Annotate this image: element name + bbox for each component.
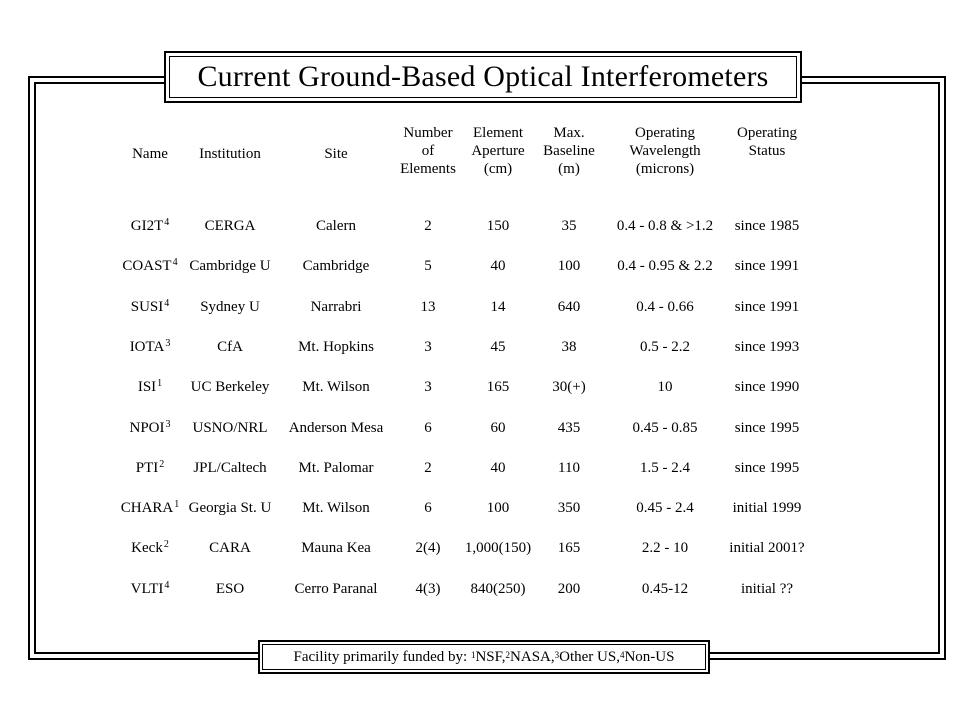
column-header-line: Name (132, 146, 168, 162)
column-header-line: (m) (558, 161, 580, 177)
cell-institution: Cambridge U (189, 258, 271, 275)
cell-status: since 1993 (734, 338, 800, 355)
funding-superscript: 3 (165, 337, 171, 349)
cell-status: since 1991 (734, 298, 800, 315)
cell-aperture: 100 (486, 500, 510, 517)
cell-elements: 3 (424, 338, 432, 355)
funding-superscript: 4 (164, 217, 170, 228)
cell-wavelength: 0.4 - 0.66 (636, 298, 694, 315)
facility-name: VLTI (130, 580, 164, 597)
column-header-line: (cm) (483, 161, 513, 177)
column-header-line: Site (324, 146, 348, 162)
table-row (0, 339, 960, 359)
cell-institution: ESO (215, 580, 245, 597)
cell-aperture: 1,000(150) (464, 540, 532, 557)
footer-label-4: Non-US (624, 648, 675, 665)
column-header-line: Max. (553, 125, 585, 141)
cell-wavelength: 10 (657, 379, 673, 396)
cell-elements: 5 (424, 258, 432, 275)
cell-site: Cambridge (302, 258, 370, 275)
cell-institution: USNO/NRL (192, 419, 268, 436)
cell-institution: CERGA (204, 218, 256, 234)
cell-aperture: 40 (490, 258, 506, 275)
funding-superscript: 2 (163, 539, 169, 551)
column-header-site (324, 145, 347, 163)
title-box (164, 51, 802, 103)
cell-institution: UC Berkeley (190, 379, 270, 396)
column-header-line: Operating (737, 125, 797, 141)
table-row (0, 299, 960, 319)
table-row (0, 218, 960, 238)
column-header-line: of (421, 143, 435, 159)
cell-status: initial ?? (740, 580, 794, 597)
cell-wavelength: 1.5 - 2.4 (640, 459, 690, 476)
footer-label-1: NSF, (475, 648, 506, 665)
cell-site: Mt. Wilson (302, 379, 370, 396)
cell-name (138, 379, 162, 396)
cell-status: initial 2001? (729, 540, 805, 557)
cell-name (131, 299, 170, 316)
footer-sup-1: 1 (470, 650, 476, 660)
table-row (0, 540, 960, 560)
cell-name (131, 218, 170, 235)
cell-baseline: 640 (557, 298, 581, 315)
cell-wavelength: 0.45-12 (641, 580, 689, 597)
column-header-line: Status (748, 143, 786, 159)
table-row (0, 581, 960, 601)
table-row (0, 500, 960, 520)
facility-name: CHARA (120, 500, 174, 517)
cell-elements: 6 (424, 500, 432, 517)
footer-note (258, 640, 710, 674)
cell-baseline: 200 (557, 580, 581, 597)
cell-institution: CARA (209, 540, 251, 557)
table-row (0, 460, 960, 480)
cell-aperture: 840(250) (470, 580, 526, 597)
footer-prefix: Facility primarily funded by: (293, 648, 468, 665)
table-row (0, 420, 960, 440)
cell-elements: 2(4) (415, 540, 441, 557)
funding-superscript: 4 (164, 297, 170, 309)
cell-site: Mt. Hopkins (298, 338, 374, 355)
cell-elements: 13 (420, 298, 436, 315)
column-header-line: Aperture (471, 143, 525, 159)
column-header-line: Element (473, 125, 523, 141)
cell-baseline: 110 (558, 459, 580, 476)
column-header-line: (microns) (635, 161, 695, 177)
cell-institution: CfA (217, 338, 243, 355)
column-header-elements (400, 124, 456, 178)
footer-label-2: NASA, (510, 648, 555, 665)
footer-sup-3: 3 (554, 650, 560, 660)
cell-wavelength: 0.5 - 2.2 (640, 338, 690, 355)
cell-name (131, 581, 170, 598)
column-header-status (737, 124, 797, 160)
cell-baseline: 38 (561, 338, 577, 355)
cell-site: Calern (316, 218, 356, 234)
cell-institution: Sydney U (200, 298, 260, 315)
column-header-line: Operating (635, 125, 695, 141)
page-title: Current Ground-Based Optical Interferometers (197, 60, 769, 93)
column-header-line: Wavelength (629, 143, 701, 159)
column-header-institution (199, 145, 261, 163)
cell-name (122, 258, 177, 275)
facility-name: ISI (137, 379, 157, 396)
column-header-line: Institution (199, 146, 261, 162)
cell-site: Mt. Palomar (298, 459, 374, 476)
facility-name: SUSI (130, 298, 164, 315)
funding-superscript: 3 (165, 418, 171, 430)
cell-status: since 1995 (734, 419, 800, 436)
cell-baseline: 100 (557, 258, 581, 275)
cell-site: Anderson Mesa (288, 419, 384, 436)
footer-sup-2: 2 (505, 650, 511, 660)
cell-status: since 1991 (734, 258, 800, 275)
funding-superscript: 1 (174, 499, 180, 511)
cell-site: Cerro Paranal (294, 580, 378, 597)
column-header-wavelength (629, 124, 700, 178)
cell-name (136, 460, 165, 477)
cell-baseline: 35 (561, 218, 577, 234)
table-row (0, 379, 960, 399)
cell-baseline: 165 (557, 540, 581, 557)
cell-institution: Georgia St. U (188, 500, 272, 517)
cell-aperture: 14 (490, 298, 506, 315)
cell-name (131, 540, 169, 557)
column-header-line: Elements (400, 161, 456, 177)
cell-wavelength: 0.4 - 0.95 & 2.2 (617, 258, 713, 275)
cell-status: since 1995 (734, 459, 800, 476)
cell-baseline: 30(+) (552, 379, 586, 396)
cell-elements: 2 (424, 218, 432, 234)
funding-superscript: 2 (159, 458, 165, 470)
cell-name (130, 339, 171, 356)
cell-status: initial 1999 (732, 500, 802, 517)
cell-aperture: 45 (490, 338, 506, 355)
cell-elements: 6 (424, 419, 432, 436)
cell-aperture: 40 (490, 459, 506, 476)
cell-status: since 1990 (734, 379, 800, 396)
column-header-aperture (471, 124, 524, 178)
cell-wavelength: 0.45 - 0.85 (632, 419, 698, 436)
funding-superscript: 4 (172, 257, 178, 269)
cell-wavelength: 0.4 - 0.8 & >1.2 (616, 218, 714, 234)
cell-elements: 2 (424, 459, 432, 476)
cell-name (129, 420, 170, 437)
facility-name: NPOI (129, 419, 165, 436)
footer-label-3: Other US, (559, 648, 620, 665)
facility-name: GI2T (130, 218, 164, 234)
cell-name (121, 500, 180, 517)
cell-aperture: 150 (486, 218, 510, 234)
cell-wavelength: 0.45 - 2.4 (636, 500, 694, 517)
cell-aperture: 60 (490, 419, 506, 436)
facility-name: PTI (135, 459, 159, 476)
cell-institution: JPL/Caltech (193, 459, 267, 476)
cell-site: Narrabri (310, 298, 362, 315)
facility-name: Keck (131, 540, 163, 557)
column-header-baseline (543, 124, 595, 178)
funding-superscript: 1 (157, 378, 163, 390)
facility-name: IOTA (129, 338, 165, 355)
funding-superscript: 4 (164, 579, 170, 591)
footer-sup-4: 4 (619, 650, 625, 660)
cell-wavelength: 2.2 - 10 (641, 540, 689, 557)
facility-name: COAST (122, 258, 172, 275)
column-header-name (132, 145, 168, 163)
column-header-line: Baseline (543, 143, 595, 159)
cell-baseline: 350 (557, 500, 581, 517)
cell-aperture: 165 (486, 379, 510, 396)
cell-status: since 1985 (734, 218, 800, 234)
cell-site: Mt. Wilson (302, 500, 370, 517)
column-header-line: Number (403, 125, 453, 141)
cell-elements: 3 (424, 379, 432, 396)
cell-site: Mauna Kea (301, 540, 371, 557)
cell-baseline: 435 (557, 419, 581, 436)
cell-elements: 4(3) (415, 580, 441, 597)
table-row (0, 258, 960, 278)
